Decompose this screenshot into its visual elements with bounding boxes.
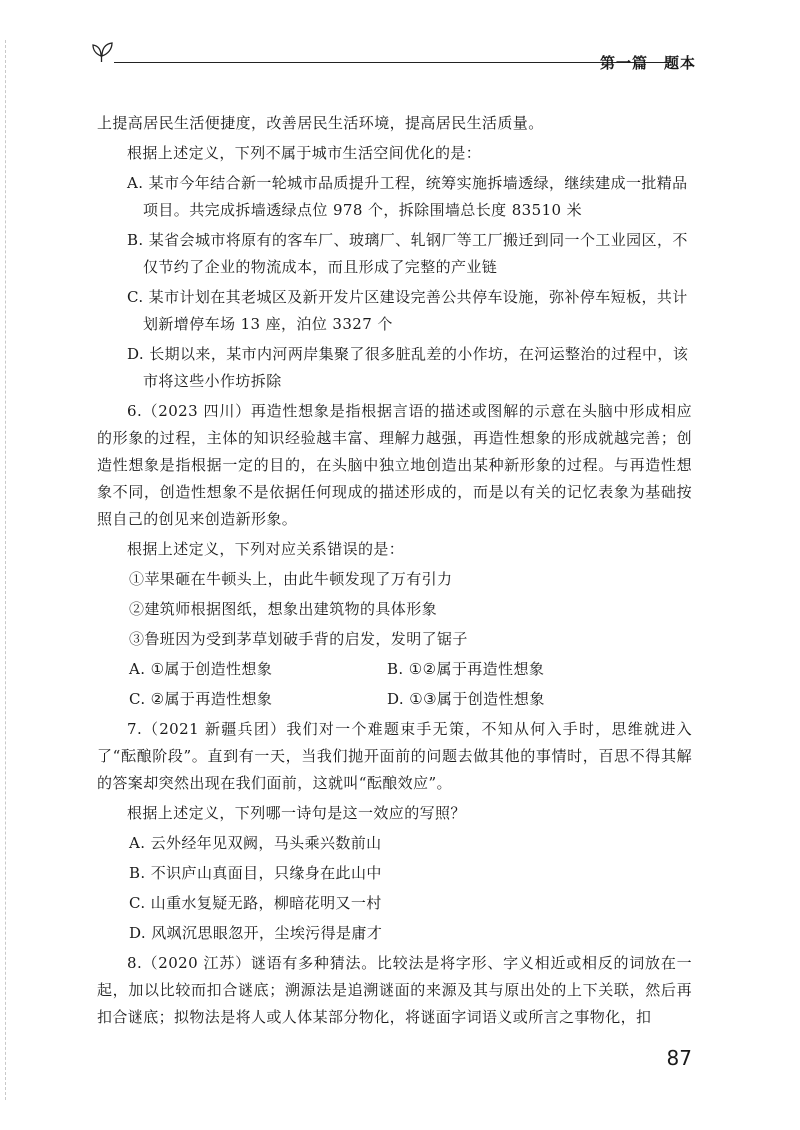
question-7-option-a: A. 云外经年见双阙，马头乘兴数前山 xyxy=(129,834,382,852)
question-6-options-row-2 xyxy=(129,686,692,713)
sprout-icon xyxy=(88,34,116,62)
question-5-option-c: C. 某市计划在其老城区及新开发片区建设完善公共停车设施，弥补停车短板，共计划新增停车场 13 座，泊位 3327 个 xyxy=(127,288,688,333)
question-7-option-d: D. 风飒沉思眼忽开，尘埃污得是庸才 xyxy=(129,924,383,942)
question-5-option-d: D. 长期以来，某市内河两岸集聚了很多脏乱差的小作坊，在河运整治的过程中，该市将这些小作坊拆除 xyxy=(127,345,689,390)
page-body xyxy=(97,110,692,1034)
question-6-options-row-1 xyxy=(129,656,692,683)
question-6-option-c: C. ②属于再造性想象 xyxy=(129,690,273,708)
question-7-text: 7.（2021 新疆兵团）我们对一个难题束手无策，不知从何入手时，思维就进入了“酝酿阶段”。直到有一天，当我们抛开面前的问题去做其他的事情时，百思不得其解的答案却突然出现在我们面前，这就叫“酝酿效应”。 xyxy=(97,720,692,792)
question-7-stem: 根据上述定义，下列哪一诗句是这一效应的写照？ xyxy=(127,804,466,822)
paragraph-continued: 上提高居民生活便捷度，改善居民生活环境，提高居民生活质量。 xyxy=(97,114,544,132)
header-rule xyxy=(114,62,670,63)
header-title: 第一篇 题本 xyxy=(599,54,696,72)
question-7-option-c: C. 山重水复疑无路，柳暗花明又一村 xyxy=(129,894,382,912)
page-number: 87 xyxy=(666,1046,692,1070)
question-5-stem: 根据上述定义，下列不属于城市生活空间优化的是： xyxy=(127,144,482,162)
question-5-option-b: B. 某省会城市将原有的客车厂、玻璃厂、轧钢厂等工厂搬迁到同一个工业园区，不仅节约了企业的物流成本，而且形成了完整的产业链 xyxy=(127,231,688,276)
question-8-text: 8.（2020 江苏）谜语有多种猜法。比较法是将字形、字义相近或相反的词放在一起，加以比较而扣合谜底；溯源法是追溯谜面的来源及其与原出处的上下关联，然后再扣合谜底；拟物法是将人或人体某部分物化，将谜面字词语义或所言之事物化，扣 xyxy=(97,954,692,1026)
question-6-text: 6.（2023 四川）再造性想象是指根据言语的描述或图解的示意在头脑中形成相应的形象的过程，主体的知识经验越丰富、理解力越强，再造性想象的形成就越完善；创造性想象是指根据一定的目的，在头脑中独立地创造出某种新形象的过程。与再造性想象不同，创造性想象不是依据任何现成的描述形成的，而是以有关的记忆表象为基础按照自己的创见来创造新形象。 xyxy=(97,402,692,528)
question-6-option-a: A. ①属于创造性想象 xyxy=(129,660,273,678)
scan-edge xyxy=(5,40,6,1100)
page-header xyxy=(88,34,700,74)
question-6-stem: 根据上述定义，下列对应关系错误的是： xyxy=(127,540,405,558)
question-6-statement-3: ③鲁班因为受到茅草划破手背的启发，发明了锯子 xyxy=(129,630,468,648)
question-6-statement-1: ①苹果砸在牛顿头上，由此牛顿发现了万有引力 xyxy=(129,570,453,588)
question-6-option-b: B. ①②属于再造性想象 xyxy=(387,660,545,678)
question-6-statement-2: ②建筑师根据图纸，想象出建筑物的具体形象 xyxy=(129,600,438,618)
question-7-option-b: B. 不识庐山真面目，只缘身在此山中 xyxy=(129,864,382,882)
question-6-option-d: D. ①③属于创造性想象 xyxy=(387,690,545,708)
question-5-option-a: A. 某市今年结合新一轮城市品质提升工程，统筹实施拆墙透绿，继续建成一批精品项目。共完成拆墙透绿点位 978 个，拆除围墙总长度 83510 米 xyxy=(127,174,688,219)
